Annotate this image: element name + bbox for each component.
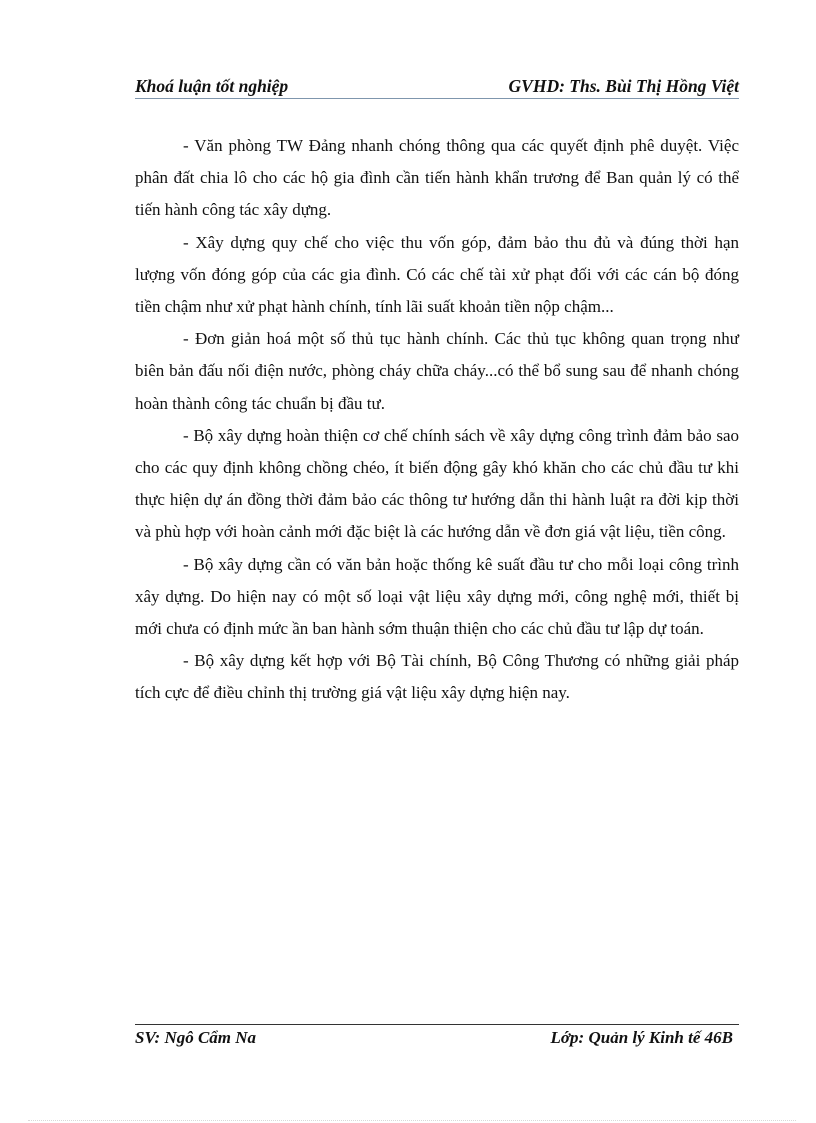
footer-class: Lớp: Quản lý Kinh tế 46B xyxy=(550,1028,733,1047)
paragraph-3: - Đơn giản hoá một số thủ tục hành chính. Các thủ tục không quan trọng như biên bản đấu nối điện nước, phòng cháy chữa cháy...có thể bổ sung sau để nhanh chóng hoàn thành công tác chuẩn bị đầu tư. xyxy=(135,329,739,413)
paragraph-2: - Xây dựng quy chế cho việc thu vốn góp, đảm bảo thu đủ và đúng thời hạn lượng vốn đóng góp của các gia đình. Có các chế tài xử phạt đối với các cán bộ đóng tiền chậm như xử phạt hành chính, tính lãi suất khoản tiền nộp chậm... xyxy=(135,232,739,317)
paragraph-6: - Bộ xây dựng kết hợp với Bộ Tài chính, Bộ Công Thương có những giải pháp tích cực để điều chỉnh thị trường giá vật liệu xây dựng hiện nay. xyxy=(135,651,739,703)
header-thesis-title: Khoá luận tốt nghiệp xyxy=(135,76,289,96)
header-advisor: GVHD: Ths. Bùi Thị Hồng Việt xyxy=(508,76,739,96)
footer-divider xyxy=(135,1024,739,1025)
page-bottom-border xyxy=(28,1120,796,1121)
header-divider xyxy=(135,98,739,99)
paragraph-1: - Văn phòng TW Đảng nhanh chóng thông qua các quyết định phê duyệt. Việc phân đất chia lô cho các hộ gia đình cần tiến hành khẩn trương để Ban quản lý có thể tiến hành công tác xây dựng. xyxy=(135,136,739,220)
document-body xyxy=(135,130,739,710)
footer-student: SV: Ngô Cẩm Na xyxy=(135,1028,257,1047)
page-header xyxy=(135,69,739,97)
paragraph-4: - Bộ xây dựng hoàn thiện cơ chế chính sách về xây dựng công trình đảm bảo sao cho các quy định không chồng chéo, ít biến động gây khó khăn cho các chủ đầu tư khi thực hiện dự án đồng thời đảm bảo các thông tư hướng dẫn thi hành luật ra đời kịp thời và phù hợp với hoàn cảnh mới đặc biệt là các hướng dẫn về đơn giá vật liệu, tiền công. xyxy=(135,425,739,542)
paragraph-5: - Bộ xây dựng cần có văn bản hoặc thống kê suất đầu tư cho mỗi loại công trình xây dựng. Do hiện nay có một số loại vật liệu xây dựng mới, công nghệ mới, thiết bị mới chưa có định mức ần ban hành sớm thuận thiện cho các chủ đầu tư lập dự toán. xyxy=(135,554,739,639)
page-footer xyxy=(135,1028,739,1048)
